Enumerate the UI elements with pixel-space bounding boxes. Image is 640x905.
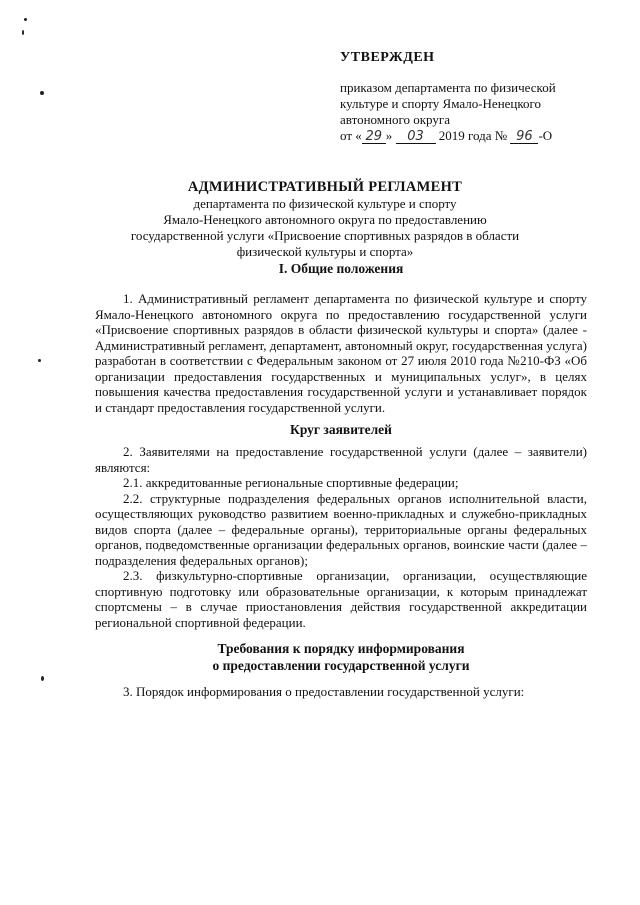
section-heading-information-2: о предоставлении государственной услуги	[212, 658, 470, 673]
paragraph-2-1: 2.1. аккредитованные региональные спортивные федерации;	[123, 475, 459, 490]
year-text: 2019 года №	[438, 128, 508, 143]
scan-speck	[40, 91, 44, 95]
approval-line: автономного округа	[340, 112, 450, 127]
title-subline: департамента по физической культуре и спорту	[193, 196, 457, 211]
document-title: АДМИНИСТРАТИВНЫЙ РЕГЛАМЕНТ	[187, 179, 463, 195]
document-title-block	[80, 178, 570, 260]
paragraph-1: 1. Административный регламент департамента по физической культуре и спорту Ямало-Ненецкого автономного округа по предоставлению государственной услуги «Присвоение спортивных разрядов в области физической культуры и спорта» (далее - Административный регламент, департамент, автономный округ, государственная услуга) разработан в соответствии с Федеральным законом от 27 июля 2010 года №210-ФЗ «Об организации предоставления государственных и муниципальных услуг», в целях повышения качества предоставления государственной услуги и устанавливает порядок и стандарт предоставления государственной услуги.	[95, 291, 587, 415]
scan-speck	[41, 676, 44, 681]
date-prefix: от «	[340, 128, 362, 143]
paragraph-2-2: 2.2. структурные подразделения федеральных органов исполнительной власти, осуществляющих руководство развитием военно-прикладных и служебно-прикладных видов спорта (далее – федеральные органы), территориальные органы федеральных органов, подведомственные организации федеральных органов, воинские части (далее – подразделения федеральных органов);	[95, 490, 587, 568]
title-subline: государственной услуги «Присвоение спортивных разрядов в области	[130, 228, 520, 243]
scan-speck	[24, 18, 27, 21]
handwritten-day: 29	[362, 129, 386, 144]
date-close-quote: »	[385, 128, 393, 143]
scan-speck	[22, 30, 24, 35]
paragraph-2: 2. Заявителями на предоставление государственной услуги (далее – заявители) являются:	[95, 444, 587, 475]
paragraph-3: 3. Порядок информирования о предоставлении государственной услуги:	[123, 684, 525, 699]
approval-block	[340, 50, 600, 144]
number-suffix: -О	[538, 128, 553, 143]
handwritten-month: 03	[396, 129, 436, 144]
approval-heading: УТВЕРЖДЕН	[340, 50, 435, 65]
approval-date-line	[340, 128, 600, 144]
approval-line: культуре и спорту Ямало-Ненецкого	[340, 96, 542, 111]
title-subline: Ямало-Ненецкого автономного округа по предоставлению	[163, 212, 487, 227]
document-body	[95, 260, 587, 700]
section-heading-information-1: Требования к порядку информирования	[217, 641, 465, 656]
paragraph-2-3: 2.3. физкультурно-спортивные организации, организации, осуществляющие спортивную подготовку или образовательные организации, к которым принадлежат спортсмены – в случае приостановления действия государственной аккредитации региональной спортивной федерации.	[95, 568, 587, 630]
section-heading-applicants: Круг заявителей	[290, 422, 392, 437]
handwritten-number: 96	[510, 129, 538, 144]
scan-speck	[38, 359, 41, 362]
section-heading-general: I. Общие положения	[278, 261, 404, 276]
title-subline: физической культуры и спорта»	[236, 244, 414, 259]
approval-line: приказом департамента по физической	[340, 80, 556, 95]
